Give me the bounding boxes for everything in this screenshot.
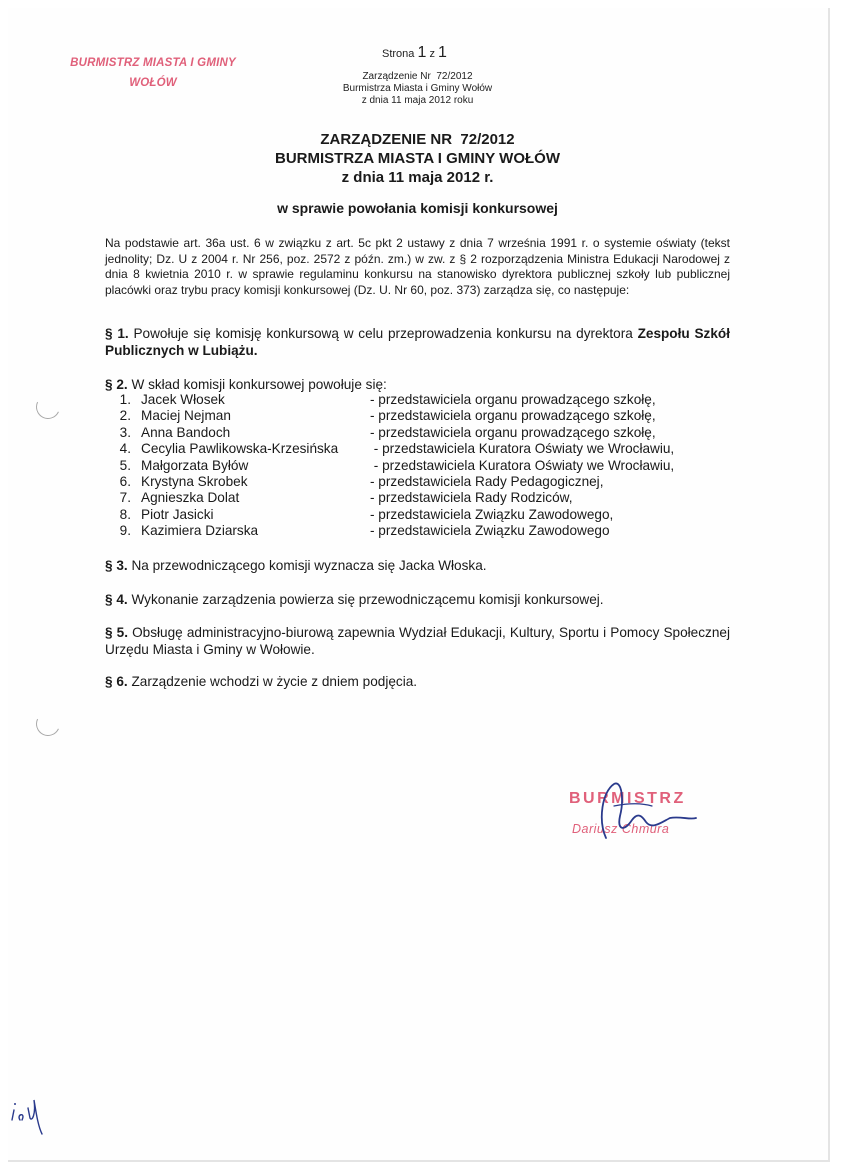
legal-basis-paragraph: Na podstawie art. 36a ust. 6 w związku z art. 5c pkt 2 ustawy z dnia 7 września 1991 r. o systemie oświaty (tekst jednolity; Dz. U z 2004 r. Nr 256, poz. 2572 z późn. zm.) w zw. z § 2 rozporządzenia Ministra Edukacji Narodowej z dnia 8 kwietnia 2010 r. w sprawie regulaminu konkursu na stanowisko dyrektora publicznej szkoły lub publicznej placówki oraz trybu pracy komisji konkursowej (Dz. U. Nr 60, poz. 373) zarządza się, co następuje:: [105, 236, 730, 297]
member-number: 1.: [119, 392, 131, 407]
reference-line-3: z dnia 11 maja 2012 roku: [361, 95, 474, 106]
office-stamp: [58, 53, 248, 93]
member-number: 5.: [119, 457, 131, 473]
member-name: Cecylia Pawlikowska-Krzesińska: [141, 441, 339, 457]
signature-stamp: [562, 776, 742, 846]
member-name: Kazimiera Dziarska: [141, 523, 259, 539]
handwritten-signature: [562, 776, 742, 846]
member-role: - przedstawiciela organu prowadzącego szkołę,: [370, 408, 656, 424]
section-4-text: Wykonanie zarządzenia powierza się przewodniczącemu komisji konkursowej.: [127, 592, 604, 607]
member-name: Małgorzata Byłów: [141, 457, 249, 473]
member-row: [105, 392, 730, 408]
member-role: - przedstawiciela organu prowadzącego szkołę,: [370, 424, 656, 440]
section-1-label: § 1.: [105, 326, 129, 341]
member-role: - przedstawiciela Związku Zawodowego,: [370, 506, 614, 522]
member-role: - przedstawiciela Kuratora Oświaty we Wrocławiu,: [370, 457, 675, 473]
section-4: [105, 591, 730, 608]
member-row: [105, 490, 730, 506]
section-2-text: W skład komisji konkursowej powołuje się:: [127, 377, 387, 392]
member-role: - przedstawiciela organu prowadzącego szkołę,: [370, 392, 656, 407]
reference-line-2: Burmistrza Miasta i Gminy Wołów: [342, 83, 493, 94]
page-label: Strona: [382, 48, 415, 60]
member-name: Piotr Jasicki: [141, 506, 214, 522]
member-number: 2.: [119, 408, 131, 424]
section-1-school-name: Zespołu Szkół Publicznych w Lubiążu.: [105, 326, 730, 358]
member-name: Maciej Nejman: [141, 408, 231, 424]
reference-header: [330, 71, 505, 107]
section-1-text: Powołuje się komisję konkursową w celu przeprowadzenia konkursu na dyrektora: [128, 326, 638, 341]
member-role: - przedstawiciela Rady Rodziców,: [370, 490, 573, 506]
member-name: Anna Bandoch: [141, 424, 231, 440]
section-4-label: § 4.: [105, 592, 128, 607]
member-row: [105, 458, 730, 474]
section-6-text: Zarządzenie wchodzi w życie z dniem podjęcia.: [127, 674, 418, 689]
margin-pen-mark: [10, 1090, 50, 1140]
member-number: 3.: [119, 424, 131, 440]
signature-name: Dariusz Chmura: [572, 822, 670, 836]
page-of: z: [429, 48, 435, 60]
stamp-line-2: WOŁÓW: [129, 77, 177, 89]
member-row: [105, 425, 730, 441]
member-number: 7.: [119, 490, 131, 506]
document-title: [200, 130, 635, 187]
member-role: - przedstawiciela Kuratora Oświaty we Wrocławiu,: [370, 441, 675, 457]
member-row: [105, 523, 730, 539]
section-2: [105, 376, 730, 393]
document-subject: w sprawie powołania komisji konkursowej: [277, 200, 558, 216]
committee-members-list: [105, 392, 730, 540]
section-5-label: § 5.: [105, 625, 128, 640]
section-3-text: Na przewodniczącego komisji wyznacza się Jacka Włoska.: [127, 558, 487, 573]
member-row: [105, 441, 730, 457]
page-number: [382, 44, 447, 62]
reference-line-1: Zarządzenie Nr 72/2012: [362, 71, 473, 82]
signature-title: BURMISTRZ: [569, 790, 686, 807]
member-number: 4.: [119, 441, 131, 457]
member-row: [105, 408, 730, 424]
section-3: [105, 557, 730, 574]
title-line-3: z dnia 11 maja 2012 r.: [341, 169, 494, 186]
title-line-1: ZARZĄDZENIE NR 72/2012: [320, 131, 515, 148]
section-1: [105, 325, 730, 359]
member-role: - przedstawiciela Rady Pedagogicznej,: [370, 474, 604, 490]
section-2-label: § 2.: [105, 377, 128, 392]
section-6: [105, 673, 730, 690]
member-name: Jacek Włosek: [141, 392, 225, 407]
section-5-text: Obsługę administracyjno-biurową zapewnia Wydział Edukacji, Kultury, Sportu i Pomocy Społecznej Urzędu Miasta i Gminy w Wołowie.: [105, 625, 730, 657]
page-total: 1: [438, 44, 447, 61]
title-line-2: BURMISTRZA MIASTA I GMINY WOŁÓW: [275, 150, 560, 167]
member-number: 6.: [119, 474, 131, 490]
member-row: [105, 507, 730, 523]
member-name: Krystyna Skrobek: [141, 474, 248, 490]
member-name: Agnieszka Dolat: [141, 490, 240, 506]
section-5: [105, 624, 730, 658]
member-row: [105, 474, 730, 490]
section-6-label: § 6.: [105, 674, 128, 689]
member-number: 9.: [119, 523, 131, 539]
member-role: - przedstawiciela Związku Zawodowego: [370, 523, 610, 539]
member-number: 8.: [119, 506, 131, 522]
page-current: 1: [417, 44, 427, 61]
stamp-line-1: BURMISTRZ MIASTA I GMINY: [70, 57, 236, 69]
section-3-label: § 3.: [105, 558, 128, 573]
